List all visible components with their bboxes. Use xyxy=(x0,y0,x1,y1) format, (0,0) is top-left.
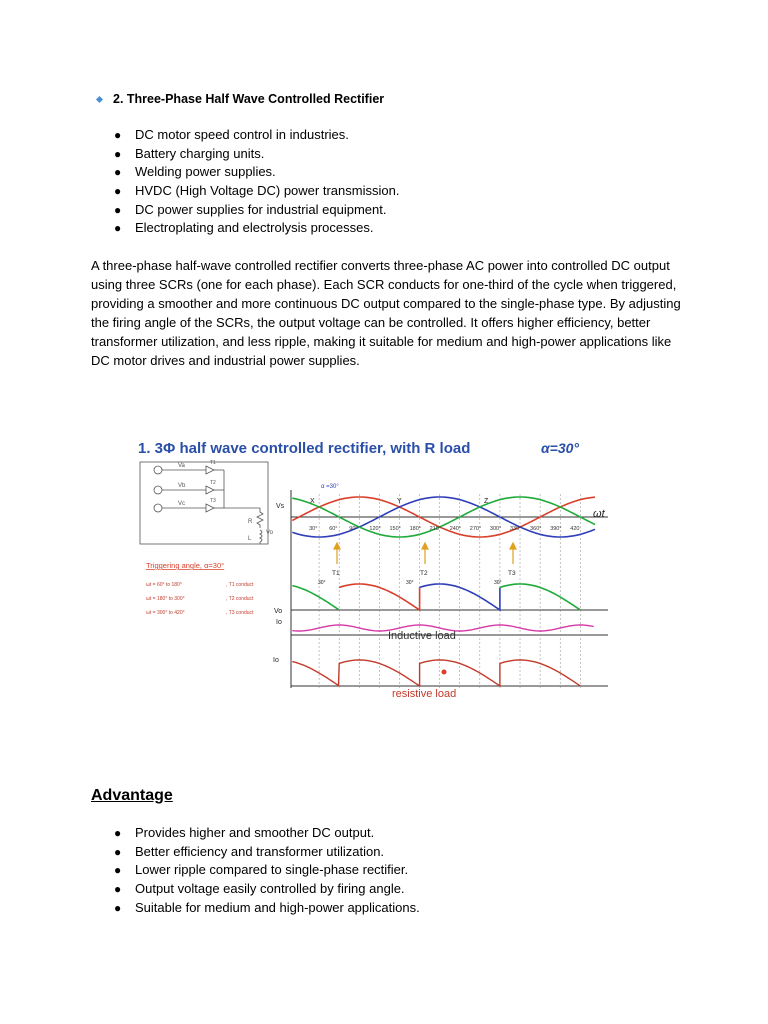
triggering-label: Triggering angle, α=30° xyxy=(146,561,225,570)
list-item: ● Better efficiency and transformer utilization. xyxy=(114,843,385,859)
angle-tick-label: 420 xyxy=(570,526,580,532)
svg-text:Io: Io xyxy=(273,657,279,664)
bullet-diamond-icon xyxy=(96,95,103,102)
advantage-heading: Advantage xyxy=(91,787,173,804)
svg-text:Vo: Vo xyxy=(274,608,283,615)
applications-list xyxy=(114,126,399,238)
svg-text:Z: Z xyxy=(484,498,489,505)
svg-text:X: X xyxy=(310,498,315,505)
svg-text:R: R xyxy=(248,519,253,525)
source-a-icon xyxy=(154,466,162,474)
svg-text:, T3 conduct: , T3 conduct xyxy=(226,610,254,616)
svg-text:ωt = 180° to 300°: ωt = 180° to 300° xyxy=(146,596,185,602)
svg-text:ωt = 60° to 180°: ωt = 60° to 180° xyxy=(146,582,182,588)
svg-text:30°: 30° xyxy=(318,580,326,586)
red-dot-icon xyxy=(442,670,447,675)
resistive-load-label: resistive load xyxy=(392,688,457,700)
list-item: ● HVDC (High Voltage DC) power transmission. xyxy=(114,183,400,199)
svg-text:30°: 30° xyxy=(406,580,414,586)
angle-tick-label: 120° xyxy=(369,526,381,532)
scr-t1-icon xyxy=(206,466,214,474)
svg-text:Vo: Vo xyxy=(266,530,274,536)
angle-tick-label: 150° xyxy=(389,526,401,532)
inductor-icon xyxy=(260,530,262,542)
list-item: ● Lower ripple compared to single-phase rectifier. xyxy=(114,862,409,878)
angle-tick-label: 60° xyxy=(329,526,338,532)
scr-t3-icon xyxy=(206,504,214,512)
circuit-schematic xyxy=(140,462,268,544)
svg-text:T1: T1 xyxy=(332,570,340,577)
angle-tick-label: 390° xyxy=(550,526,562,532)
svg-text:T3: T3 xyxy=(508,570,516,577)
angle-tick-label: 30° xyxy=(309,526,318,532)
list-item: ● Battery charging units. xyxy=(114,145,265,161)
angle-tick-label: 180° xyxy=(409,526,421,532)
angle-tick-label: 270° xyxy=(469,526,482,532)
trigger-arrows xyxy=(334,543,516,564)
svg-text:Vb: Vb xyxy=(178,483,186,489)
section-heading xyxy=(93,92,384,106)
angle-tick-label: 300° xyxy=(489,526,502,532)
advantage-list xyxy=(114,824,420,917)
section-heading-text: 2. Three-Phase Half Wave Controlled Rectifier xyxy=(113,92,385,106)
source-c-icon xyxy=(154,504,162,512)
list-item: ● Electroplating and electrolysis processes. xyxy=(114,220,374,236)
source-b-icon xyxy=(154,486,162,494)
svg-text:L: L xyxy=(248,536,252,542)
list-item: ● Output voltage easily controlled by firing angle. xyxy=(114,881,405,897)
svg-text:Y: Y xyxy=(397,498,402,505)
list-item: ● Welding power supplies. xyxy=(114,164,276,180)
rectifier-diagram xyxy=(138,432,618,700)
inductive-load-label: Inductive load xyxy=(388,630,456,642)
list-item: ● Suitable for medium and high-power applications. xyxy=(114,899,420,915)
angle-tick-label: 240° xyxy=(449,526,462,532)
angle-tick-label: 330° xyxy=(510,526,522,532)
svg-text:30°: 30° xyxy=(494,580,502,586)
svg-text:T2: T2 xyxy=(210,480,216,486)
scr-t2-icon xyxy=(206,486,214,494)
resistive-current-wave xyxy=(292,660,580,686)
svg-text:T2: T2 xyxy=(420,570,428,577)
list-item: ● Provides higher and smoother DC output. xyxy=(114,825,375,840)
svg-text:Io: Io xyxy=(276,619,282,626)
svg-text:Va: Va xyxy=(178,463,185,469)
svg-text:ωt: ωt xyxy=(593,508,605,520)
figure-title: 1. 3Φ half wave controlled rectifier, with R load xyxy=(138,440,471,457)
svg-text:Vc: Vc xyxy=(178,501,186,507)
list-item: ● DC motor speed control in industries. xyxy=(114,127,349,142)
angle-tick-label: 360° xyxy=(530,526,542,532)
resistor-icon xyxy=(257,508,263,528)
svg-text:α =30°: α =30° xyxy=(321,484,339,490)
description-paragraph: A three-phase half-wave controlled rectifier converts three-phase AC power into controlled DC output using three SCRs (one for each phase). Each SCR conducts for one-third of the cycle when triggered, providing a smoother and more continuous DC output compared to the single-phase type. By adjusting the firing angle of the SCRs, the output voltage can be controlled. It offers higher efficiency, better transformer utilization, and less ripple, making it suitable for medium and high-power applications like DC motor drives and industrial power supplies. xyxy=(91,258,681,368)
alpha-label: α=30° xyxy=(541,440,580,456)
svg-text:T3: T3 xyxy=(210,498,216,504)
svg-text:, T2 conduct: , T2 conduct xyxy=(226,596,254,602)
angle-tick-label: 210° xyxy=(429,526,441,532)
angle-tick-label: 90° xyxy=(349,526,358,532)
svg-text:, T1 conduct: , T1 conduct xyxy=(226,582,254,588)
svg-text:Vs: Vs xyxy=(276,503,285,510)
svg-text:T1: T1 xyxy=(210,460,216,466)
svg-text:ωt = 300° to 420°: ωt = 300° to 420° xyxy=(146,610,185,616)
list-item: ● DC power supplies for industrial equipment. xyxy=(114,201,387,217)
